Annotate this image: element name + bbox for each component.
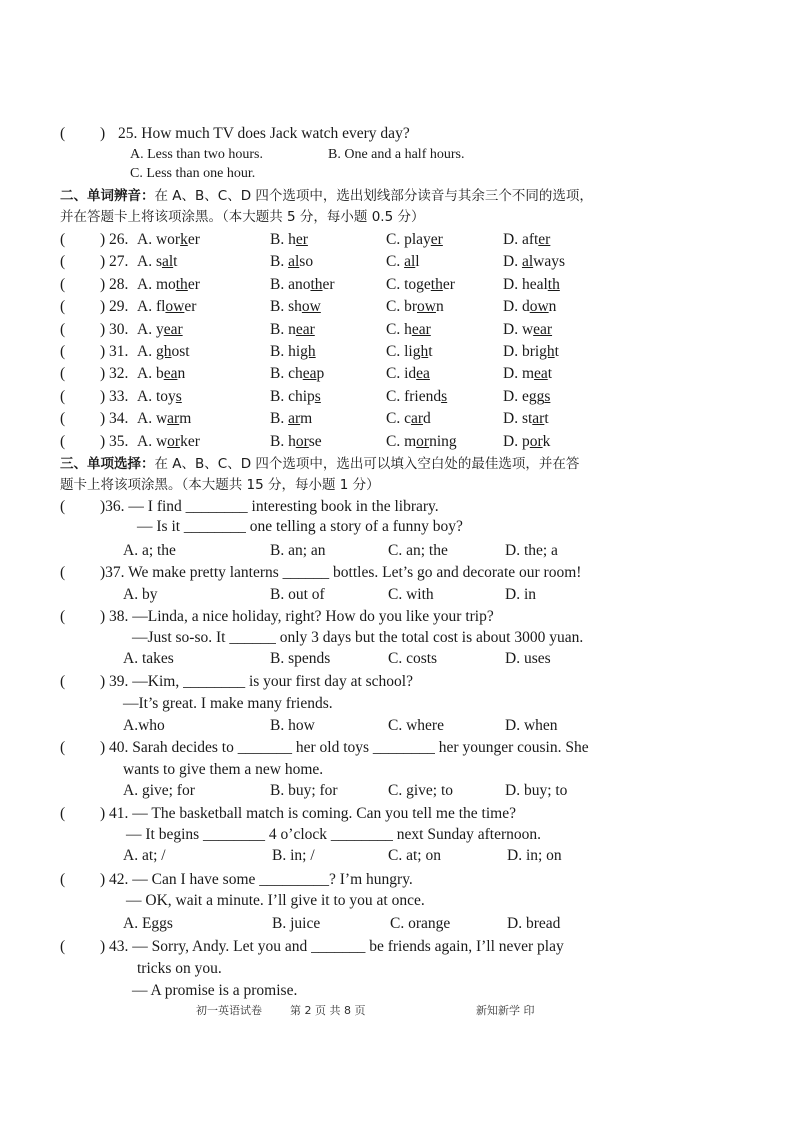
q42-line1: ) 42. — Can I have some _________? I’m hungry.: [100, 871, 413, 888]
phonetics-option-b: B. chips: [270, 388, 321, 405]
underlined-letters: or: [167, 433, 181, 450]
phonetics-question-number: ) 31.: [100, 343, 129, 360]
q39-option-a: A.who: [123, 717, 165, 734]
q42-option-d: D. bread: [507, 915, 561, 932]
q37-option-c: C. with: [388, 586, 434, 603]
q42-option-c: C. orange: [390, 915, 451, 932]
phonetics-option-c: C. morning: [386, 433, 457, 450]
section3-title: 三、单项选择：: [60, 456, 155, 472]
section3-instruction: 在 A、B、C、D 四个选项中，选出可以填入空白处的最佳选项，并在答: [154, 456, 580, 472]
phonetics-option-b: B. also: [270, 253, 314, 270]
q36-line1: )36. — I find ________ interesting book in the library.: [100, 498, 439, 515]
phonetics-paren: (: [60, 433, 66, 450]
phonetics-option-b: B. her: [270, 231, 308, 248]
phonetics-option-a: A. toys: [137, 388, 182, 405]
phonetics-option-c: C. idea: [386, 365, 430, 382]
q42-option-a: A. Eggs: [123, 915, 173, 932]
phonetics-option-a: A. bean: [137, 365, 186, 382]
phonetics-paren: (: [60, 276, 66, 293]
underlined-letters: al: [161, 253, 174, 270]
q40-option-c: C. give; to: [388, 782, 454, 799]
q40-paren: (: [60, 739, 66, 756]
underlined-letters: ear: [163, 321, 183, 338]
underlined-letters: ea: [534, 365, 548, 382]
underlined-letters: s: [544, 388, 551, 405]
q40-line2: wants to give them a new home.: [123, 761, 324, 778]
phonetics-option-b: B. near: [270, 321, 315, 338]
q41-line1: ) 41. — The basketball match is coming. Can you tell me the time?: [100, 805, 516, 822]
q36-paren: (: [60, 498, 66, 515]
phonetics-paren: (: [60, 343, 66, 360]
underlined-letters: ar: [288, 410, 301, 427]
q40-option-a: A. give; for: [123, 782, 195, 799]
q37-option-d: D. in: [505, 586, 536, 603]
underlined-letters: gh: [155, 343, 172, 360]
phonetics-option-d: D. bright: [503, 343, 559, 360]
phonetics-option-d: D. always: [503, 253, 565, 270]
phonetics-question-number: ) 30.: [100, 321, 129, 338]
section2-instruction-2: 并在答题卡上将该项涂黑。（本大题共 5 分，每小题 0.5 分）: [60, 209, 425, 225]
phonetics-option-a: A. worker: [137, 433, 200, 450]
section2-instruction: 在 A、B、C、D 四个选项中，选出划线部分读音与其余三个不同的选项，: [154, 188, 593, 204]
q36-option-b: B. an; an: [270, 542, 326, 559]
underlined-letters: or: [529, 433, 543, 450]
phonetics-option-a: A. flower: [137, 298, 197, 315]
underlined-letters: ea: [163, 365, 178, 382]
q36-line2: — Is it ________ one telling a story of a funny boy?: [137, 518, 463, 535]
q38-paren: (: [60, 608, 66, 625]
phonetics-option-b: B. arm: [270, 410, 313, 427]
q41-line2: — It begins ________ 4 o’clock ________ next Sunday afternoon.: [126, 826, 541, 843]
section3-instruction-2: 题卡上将该项涂黑。（本大题共 15 分，每小题 1 分）: [60, 477, 380, 493]
q38-line2: —Just so-so. It ______ only 3 days but the total cost is about 3000 yuan.: [132, 629, 584, 646]
phonetics-option-d: D. wear: [503, 321, 553, 338]
phonetics-option-d: D. pork: [503, 433, 551, 450]
q38-option-c: C. costs: [388, 650, 438, 667]
section3-heading: [60, 454, 579, 474]
phonetics-question-number: ) 32.: [100, 365, 129, 382]
phonetics-question-number: ) 29.: [100, 298, 129, 315]
underlined-letters: ear: [295, 321, 315, 338]
q38-line1: ) 38. —Linda, a nice holiday, right? How do you like your trip?: [100, 608, 494, 625]
underlined-letters: th: [310, 276, 323, 293]
q37-paren: (: [60, 564, 66, 581]
q36-option-c: C. an; the: [388, 542, 448, 559]
q39-paren: (: [60, 673, 66, 690]
underlined-letters: er: [430, 231, 443, 248]
q37-line1: )37. We make pretty lanterns ______ bottles. Let’s go and decorate our room!: [100, 564, 582, 581]
phonetics-option-c: C. together: [386, 276, 455, 293]
q43-line3: — A promise is a promise.: [132, 982, 298, 999]
phonetics-paren: (: [60, 298, 66, 315]
phonetics-option-b: B. high: [270, 343, 316, 360]
underlined-letters: ow: [417, 298, 436, 315]
q36-option-a: A. a; the: [123, 542, 176, 559]
phonetics-paren: (: [60, 388, 66, 405]
phonetics-question-number: ) 34.: [100, 410, 129, 427]
footer-publisher: 新知新学 印: [476, 1004, 535, 1017]
underlined-letters: ear: [533, 321, 553, 338]
phonetics-option-c: C. player: [386, 231, 443, 248]
q37-option-a: A. by: [123, 586, 158, 603]
q39-line1: ) 39. —Kim, ________ is your first day at school?: [100, 673, 413, 690]
q25-option-c: C. Less than one hour.: [130, 166, 256, 181]
phonetics-question-number: ) 27.: [100, 253, 129, 270]
phonetics-option-a: A. mother: [137, 276, 200, 293]
q25-paren: (: [60, 125, 66, 142]
phonetics-question-number: ) 26.: [100, 231, 129, 248]
underlined-letters: al: [521, 253, 534, 270]
underlined-letters: th: [547, 276, 560, 293]
phonetics-option-a: A. ghost: [137, 343, 190, 360]
section2-heading: [60, 186, 593, 206]
q39-option-d: D. when: [505, 717, 558, 734]
q39-option-b: B. how: [270, 717, 315, 734]
underlined-letters: ea: [416, 365, 430, 382]
underlined-letters: ar: [532, 410, 545, 427]
phonetics-option-d: D. start: [503, 410, 549, 427]
underlined-letters: gh: [412, 343, 429, 360]
q43-line2: tricks on you.: [137, 960, 222, 977]
underlined-letters: gh: [300, 343, 316, 360]
phonetics-option-c: C. all: [386, 253, 420, 270]
q42-line2: — OK, wait a minute. I’ll give it to you at once.: [126, 892, 425, 909]
q43-line1: ) 43. — Sorry, Andy. Let you and _______ be friends again, I’ll never play: [100, 938, 564, 955]
q37-option-b: B. out of: [270, 586, 325, 603]
phonetics-option-b: B. horse: [270, 433, 322, 450]
phonetics-option-c: C. brown: [386, 298, 444, 315]
q40-option-b: B. buy; for: [270, 782, 338, 799]
underlined-letters: s: [314, 388, 321, 405]
underlined-letters: ear: [411, 321, 431, 338]
underlined-letters: ow: [301, 298, 321, 315]
q40-option-d: D. buy; to: [505, 782, 568, 799]
q43-paren: (: [60, 938, 66, 955]
phonetics-option-b: B. cheap: [270, 365, 325, 382]
underlined-letters: ar: [167, 410, 180, 427]
phonetics-option-c: C. light: [386, 343, 433, 360]
underlined-letters: er: [295, 231, 308, 248]
q39-option-c: C. where: [388, 717, 444, 734]
underlined-letters: th: [175, 276, 188, 293]
q25-option-b: B. One and a half hours.: [328, 147, 465, 162]
phonetics-option-a: A. year: [137, 321, 183, 338]
q42-paren: (: [60, 871, 66, 888]
underlined-letters: ow: [529, 298, 549, 315]
underlined-letters: al: [288, 253, 300, 270]
q40-line1: ) 40. Sarah decides to _______ her old toys ________ her younger cousin. She: [100, 739, 589, 756]
q38-option-b: B. spends: [270, 650, 331, 667]
q25-option-a: A. Less than two hours.: [130, 147, 263, 162]
q38-option-d: D. uses: [505, 650, 551, 667]
underlined-letters: ea: [302, 365, 317, 382]
footer-page-number: 第 2 页 共 8 页: [290, 1004, 366, 1017]
phonetics-option-c: C. friends: [386, 388, 448, 405]
phonetics-paren: (: [60, 321, 66, 338]
underlined-letters: k: [180, 231, 188, 248]
q41-paren: (: [60, 805, 66, 822]
phonetics-paren: (: [60, 365, 66, 382]
section2-title: 二、单词辨音：: [60, 188, 155, 204]
underlined-letters: gh: [539, 343, 555, 360]
phonetics-question-number: ) 28.: [100, 276, 129, 293]
phonetics-question-number: ) 33.: [100, 388, 129, 405]
phonetics-option-d: D. health: [503, 276, 560, 293]
footer-paper-title: 初一英语试卷: [196, 1004, 262, 1017]
phonetics-option-c: C. hear: [386, 321, 431, 338]
phonetics-option-d: D. down: [503, 298, 557, 315]
q41-option-c: C. at; on: [388, 847, 441, 864]
phonetics-option-b: B. another: [270, 276, 335, 293]
underlined-letters: s: [441, 388, 448, 405]
q25-close: ): [100, 125, 106, 142]
phonetics-option-b: B. show: [270, 298, 321, 315]
underlined-letters: er: [538, 231, 551, 248]
phonetics-option-c: C. card: [386, 410, 431, 427]
q39-line2: —It’s great. I make many friends.: [123, 695, 333, 712]
phonetics-option-d: D. meat: [503, 365, 553, 382]
q38-option-a: A. takes: [123, 650, 174, 667]
phonetics-option-d: D. eggs: [503, 388, 551, 405]
underlined-letters: or: [416, 433, 430, 450]
phonetics-question-number: ) 35.: [100, 433, 129, 450]
q41-option-b: B. in; /: [272, 847, 315, 864]
q36-option-d: D. the; a: [505, 542, 558, 559]
underlined-letters: th: [430, 276, 443, 293]
underlined-letters: s: [175, 388, 182, 405]
underlined-letters: or: [295, 433, 309, 450]
underlined-letters: al: [404, 253, 416, 270]
phonetics-option-d: D. after: [503, 231, 551, 248]
phonetics-option-a: A. worker: [137, 231, 200, 248]
phonetics-paren: (: [60, 253, 66, 270]
underlined-letters: ow: [165, 298, 185, 315]
q25-stem: 25. How much TV does Jack watch every day?: [118, 125, 410, 142]
q41-option-d: D. in; on: [507, 847, 562, 864]
underlined-letters: ar: [410, 410, 424, 427]
phonetics-paren: (: [60, 410, 66, 427]
q41-option-a: A. at; /: [123, 847, 166, 864]
phonetics-paren: (: [60, 231, 66, 248]
phonetics-option-a: A. warm: [137, 410, 192, 427]
phonetics-option-a: A. salt: [137, 253, 178, 270]
q42-option-b: B. juice: [272, 915, 321, 932]
